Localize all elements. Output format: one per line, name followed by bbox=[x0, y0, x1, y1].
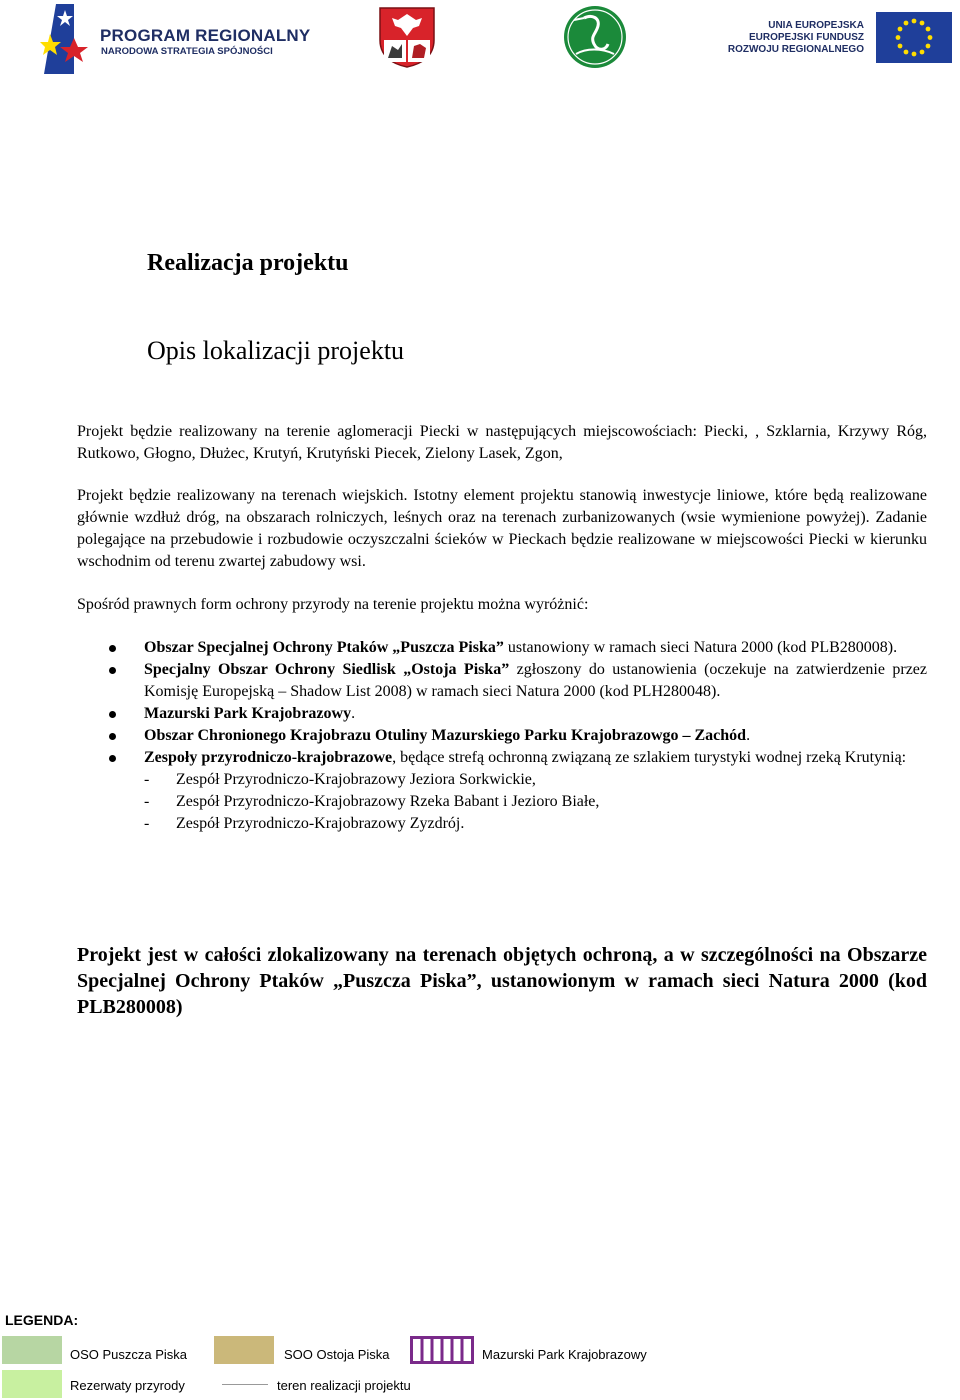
eu-flag-icon bbox=[876, 12, 952, 63]
list-item-text: , będące strefą ochronną związaną ze szlakiem turystyki wodnej rzeką Krutynią: bbox=[392, 749, 907, 766]
list-item-bold: Mazurski Park Krajobrazowy bbox=[144, 705, 352, 722]
sub-list-item bbox=[144, 813, 927, 835]
list-item-bold: Specjalny Obszar Ochrony Siedlisk „Ostoja Piska” bbox=[144, 661, 510, 678]
sub-list-item-text: Zespół Przyrodniczo-Krajobrazowy Zyzdrój. bbox=[176, 815, 465, 832]
dash-marker: - bbox=[144, 771, 150, 788]
bullet-icon bbox=[109, 645, 116, 652]
paragraph-protection-intro: Spośród prawnych form ochrony przyrody na terenie projektu można wyróżnić: bbox=[77, 596, 589, 613]
eu-line-2: EUROPEJSKI FUNDUSZ bbox=[748, 32, 864, 43]
list-item bbox=[77, 725, 927, 747]
list-item-text: zgłoszony do ustanowienia (oczekuje na zatwierdzenie przez Komisję Europejską – Shadow List 2008) w ramach sieci Natura 2000 (kod PLH280048). bbox=[144, 661, 927, 700]
sub-list-item bbox=[144, 769, 927, 791]
program-regionalny-logo bbox=[40, 4, 96, 74]
header-logos bbox=[0, 0, 960, 80]
legend-label-soo: SOO Ostoja Piska bbox=[284, 1347, 390, 1362]
legend-label-reserves: Rezerwaty przyrody bbox=[70, 1378, 185, 1393]
sub-list-item-text: Zespół Przyrodniczo-Krajobrazowy Rzeka Babant i Jezioro Białe, bbox=[176, 793, 600, 810]
legend-swatch-oso bbox=[2, 1336, 62, 1364]
program-subtitle: NARODOWA STRATEGIA SPÓJNOŚCI bbox=[101, 46, 273, 57]
page-title: Realizacja projektu bbox=[147, 250, 349, 276]
paragraph-description: Projekt będzie realizowany na terenach wiejskich. Istotny element projektu stanowią inwestycje liniowe, które będą realizowane głównie wzdłuż dróg, na obszarach rolniczych, leśnych oraz na terenach zurbanizowanych (wsie wymienione powyżej). Zadanie polegające na przebudowie i rozbudowie oczyszczalni ścieków w Pieckach będzie realizowane w miejscowości Piecki w kierunku wschodnim od terenu zwartej zabudowy wsi. bbox=[77, 487, 927, 570]
legend-swatch-park bbox=[410, 1336, 474, 1364]
bullet-icon bbox=[109, 667, 116, 674]
dash-marker: - bbox=[144, 793, 150, 810]
list-item bbox=[77, 637, 927, 659]
final-statement: Projekt jest w całości zlokalizowany na terenach objętych ochroną, a w szczególności na Obszarze Specjalnej Ochrony Ptaków „Puszcza Piska”, ustanowionym w ramach sieci Natura 2000 (kod PLB280008) bbox=[77, 944, 927, 1018]
bullet-icon bbox=[109, 755, 116, 762]
list-item-text: . bbox=[351, 705, 356, 722]
legend-label-project-area: teren realizacji projektu bbox=[277, 1378, 411, 1393]
program-title: PROGRAM REGIONALNY bbox=[100, 26, 311, 45]
list-item-text: . bbox=[746, 727, 751, 744]
bullet-icon bbox=[109, 711, 116, 718]
eu-line-3: ROZWOJU REGIONALNEGO bbox=[727, 44, 864, 55]
legend-title: LEGENDA: bbox=[5, 1312, 79, 1328]
legend-swatch-reserves bbox=[2, 1370, 62, 1398]
list-item bbox=[77, 703, 927, 725]
dash-marker: - bbox=[144, 815, 150, 832]
legend-line-project-area bbox=[222, 1384, 268, 1385]
paragraph-locations: Projekt będzie realizowany na terenie aglomeracji Piecki w następujących miejscowościach: Piecki, , Szklarnia, Krzywy Róg, Rutkowo, Głogno, Dłużec, Krutyń, Krutyński Piecek, Zielony Lasek, Zgon, bbox=[77, 423, 927, 462]
list-item-bold: Zespoły przyrodniczo-krajobrazowe bbox=[144, 749, 393, 766]
heron-green-logo-icon bbox=[562, 4, 628, 70]
eu-line-1: UNIA EUROPEJSKA bbox=[768, 20, 864, 31]
sub-list-item bbox=[144, 791, 927, 813]
coat-of-arms-icon bbox=[378, 6, 436, 68]
section-title: Opis lokalizacji projektu bbox=[147, 336, 405, 365]
eu-fund-text bbox=[728, 20, 864, 56]
legend-label-oso: OSO Puszcza Piska bbox=[70, 1347, 188, 1362]
bullet-icon bbox=[109, 733, 116, 740]
list-item bbox=[77, 747, 927, 835]
sub-list bbox=[144, 769, 927, 835]
list-item-bold: Obszar Specjalnej Ochrony Ptaków „Puszcza Piska” bbox=[144, 639, 504, 656]
protection-forms-list bbox=[77, 637, 927, 835]
list-item-text: ustanowiony w ramach sieci Natura 2000 (kod PLB280008). bbox=[503, 639, 898, 656]
legend-swatch-soo bbox=[214, 1336, 274, 1364]
list-item-bold: Obszar Chronionego Krajobrazu Otuliny Mazurskiego Parku Krajobrazowgo – Zachód bbox=[144, 727, 747, 744]
legend-label-park: Mazurski Park Krajobrazowy bbox=[482, 1347, 647, 1362]
list-item bbox=[77, 659, 927, 703]
sub-list-item-text: Zespół Przyrodniczo-Krajobrazowy Jeziora Sorkwickie, bbox=[176, 771, 536, 788]
